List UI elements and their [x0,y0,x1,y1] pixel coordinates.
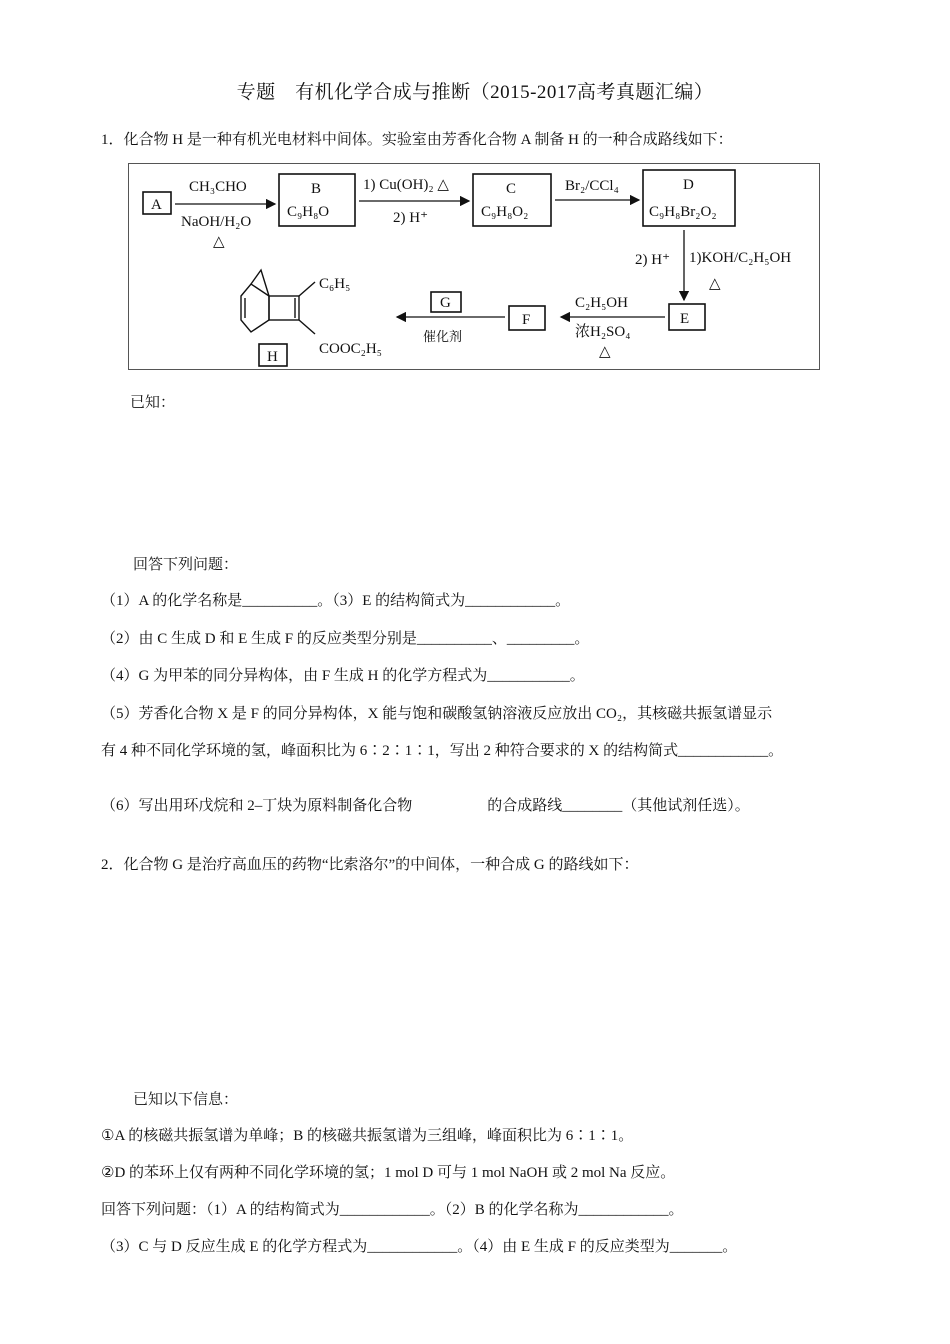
compound-f-label: F [522,312,531,328]
compound-d-formula: C₉H₈Br₂O₂ [649,204,717,220]
q1-answer-prompt: 回答下列问题： [133,557,239,573]
catalyst-label: 催化剂 [423,329,463,344]
reagent-ef-top: C₂H₅OH [575,295,628,311]
compound-d-label: D [683,177,694,193]
heat-ab: △ [213,234,225,250]
q2-line-2: （3）C 与 D 反应生成 E 的化学方程式为____________。（4）由 E 生成 F 的反应类型为_______。 [101,1239,738,1255]
reagent-cd: Br₂/CCl₄ [565,178,619,194]
heat-ef: △ [599,344,611,360]
reagent-ab-top: CH₃CHO [189,179,247,195]
compound-h-label: H [267,349,278,365]
q2-intro: 2．化合物 G 是治疗高血压的药物“比索洛尔”的中间体，一种合成 G 的路线如下： [101,857,639,873]
q1-line-3: （4）G 为甲苯的同分异构体，由 F 生成 H 的化学方程式为___________。 [101,668,585,684]
compound-g-label: G [440,295,451,311]
compound-h-substituent-phenyl: C₆H₅ [319,276,351,292]
reagent-de-left: 2) H⁺ [635,252,670,268]
q1-line-5: 有 4 种不同化学环境的氢，峰面积比为 6∶2∶1∶1，写出 2 种符合要求的 X 的结构简式____________。 [101,743,784,759]
compound-b-label: B [311,181,322,197]
q1-line-6: （6）写出用环戊烷和 2–丁炔为原料制备化合物 的合成路线________（其他试剂任选）。 [101,798,750,814]
q2-info-2: ②D 的苯环上仅有两种不同化学环境的氢；1 mol D 可与 1 mol NaOH 或 2 mol Na 反应。 [101,1165,676,1181]
q1-line-2: （2）由 C 生成 D 和 E 生成 F 的反应类型分别是__________、_________。 [101,631,590,647]
page-title: 专题 有机化学合成与推断（2015-2017高考真题汇编） [236,82,714,103]
compound-h-structure [241,270,315,334]
reagent-de-right: 1)KOH/C₂H₅OH [689,250,792,266]
q1-intro: 1．化合物 H 是一种有机光电材料中间体。实验室由芳香化合物 A 制备 H 的一种合成路线如下： [101,132,733,148]
q1-known: 已知： [130,395,176,411]
q1-line-4: （5）芳香化合物 X 是 F 的同分异构体，X 能与饱和碳酸氢钠溶液反应放出 CO₂，其核磁共振氢谱显示 [101,706,773,722]
q2-line-1: 回答下列问题：（1）A 的结构简式为____________。（2）B 的化学名称为____________。 [101,1202,684,1218]
q2-info-1: ①A 的核磁共振氢谱为单峰；B 的核磁共振氢谱为三组峰，峰面积比为 6∶1∶1。 [101,1128,634,1144]
compound-c-label: C [506,181,517,197]
reagent-ef-bottom: 浓H₂SO₄ [575,324,631,340]
compound-h-substituent-ester: COOC₂H₅ [319,341,382,357]
compound-c-formula: C₉H₈O₂ [481,204,529,220]
scheme-svg [129,164,821,371]
synthesis-scheme-1 [128,163,820,370]
compound-a-label: A [151,197,162,213]
compound-b-formula: C₉H₈O [287,204,330,220]
reagent-bc-top: 1) Cu(OH)₂ △ [363,177,449,193]
reagent-bc-bottom: 2) H⁺ [393,210,428,226]
reagent-ab-bottom: NaOH/H₂O [181,214,252,230]
q1-line-1: （1）A 的化学名称是__________。（3）E 的结构简式为____________。 [101,593,571,609]
heat-de: △ [709,276,721,292]
q2-known: 已知以下信息： [133,1092,239,1108]
compound-e-label: E [680,311,690,327]
